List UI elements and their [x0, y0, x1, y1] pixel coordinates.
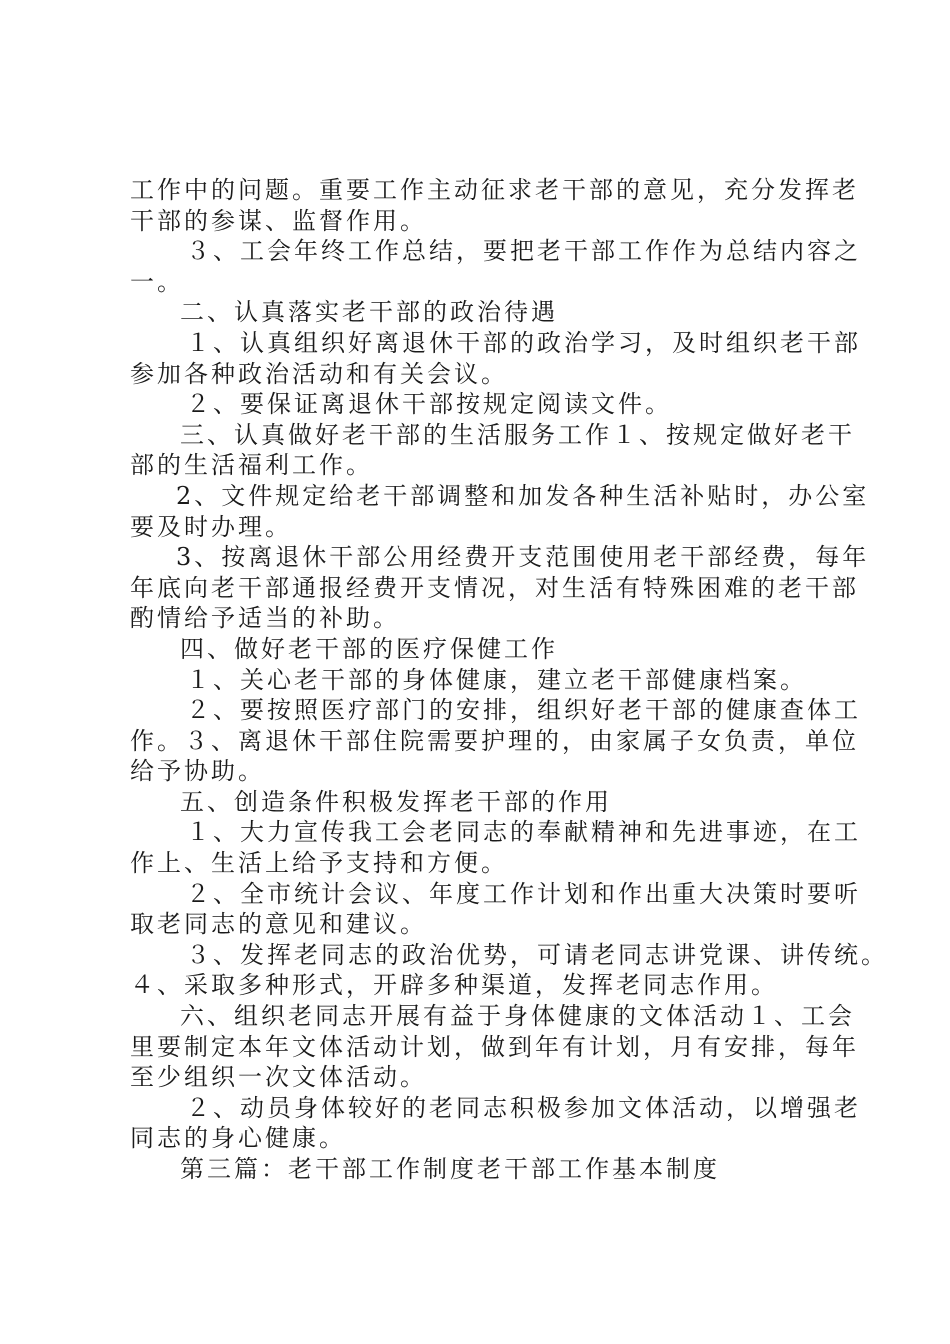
- text-line: ２、要保证离退休干部按规定阅读文件。: [186, 390, 672, 419]
- chapter-heading: 第三篇：老干部工作制度老干部工作基本制度: [180, 1155, 720, 1183]
- text-line: ２、动员身体较好的老同志积极参加文体活动，以增强老: [186, 1093, 861, 1122]
- section-heading: 三、认真做好老干部的生活服务工作１、按规定做好老干: [180, 420, 855, 449]
- section-heading: 六、组织老同志开展有益于身体健康的文体活动１、工会: [180, 1002, 855, 1031]
- text-line: ３、发挥老同志的政治优势，可请老同志讲党课、讲传统。: [186, 940, 888, 969]
- text-line: 一。: [130, 267, 184, 296]
- text-line: １、大力宣传我工会老同志的奉献精神和先进事迹，在工: [186, 818, 861, 847]
- text-line: 3、按离退休干部公用经费开支范围使用老干部经费，每年: [176, 543, 870, 572]
- text-line: ４、采取多种形式，开辟多种渠道，发挥老同志作用。: [130, 971, 778, 1000]
- text-line: 干部的参谋、监督作用。: [130, 206, 427, 235]
- text-line: 参加各种政治活动和有关会议。: [130, 359, 508, 388]
- text-line: ２、要按照医疗部门的安排，组织好老干部的健康查体工: [186, 696, 861, 725]
- section-heading: 四、做好老干部的医疗保健工作: [180, 634, 558, 663]
- text-line: 酌情给予适当的补助。: [130, 604, 400, 633]
- section-heading: 五、创造条件积极发挥老干部的作用: [180, 787, 612, 816]
- text-line: ２、全市统计会议、年度工作计划和作出重大决策时要听: [186, 879, 861, 908]
- text-line: 里要制定本年文体活动计划，做到年有计划，月有安排，每年: [130, 1032, 859, 1061]
- text-line: 2、文件规定给老干部调整和加发各种生活补贴时，办公室: [176, 481, 870, 510]
- text-line: 工作中的问题。重要工作主动征求老干部的意见，充分发挥老: [130, 176, 859, 204]
- text-line: 至少组织一次文体活动。: [130, 1063, 427, 1092]
- document-body: [130, 175, 888, 1185]
- text-line: 取老同志的意见和建议。: [130, 910, 427, 939]
- text-line: 部的生活福利工作。: [130, 451, 373, 480]
- text-line: 年底向老干部通报经费开支情况，对生活有特殊困难的老干部: [130, 573, 859, 602]
- text-line: 作。３、离退休干部住院需要护理的，由家属子女负责，单位: [130, 726, 859, 755]
- text-line: 要及时办理。: [130, 512, 292, 541]
- text-line: 同志的身心健康。: [130, 1124, 346, 1153]
- text-line: 作上、生活上给予支持和方便。: [130, 849, 508, 878]
- text-line: １、认真组织好离退休干部的政治学习，及时组织老干部: [186, 328, 861, 357]
- text-line: 给予协助。: [130, 757, 265, 786]
- section-heading: 二、认真落实老干部的政治待遇: [180, 298, 558, 327]
- text-line: １、关心老干部的身体健康，建立老干部健康档案。: [186, 665, 807, 694]
- text-line: ３、工会年终工作总结，要把老干部工作作为总结内容之: [186, 237, 861, 266]
